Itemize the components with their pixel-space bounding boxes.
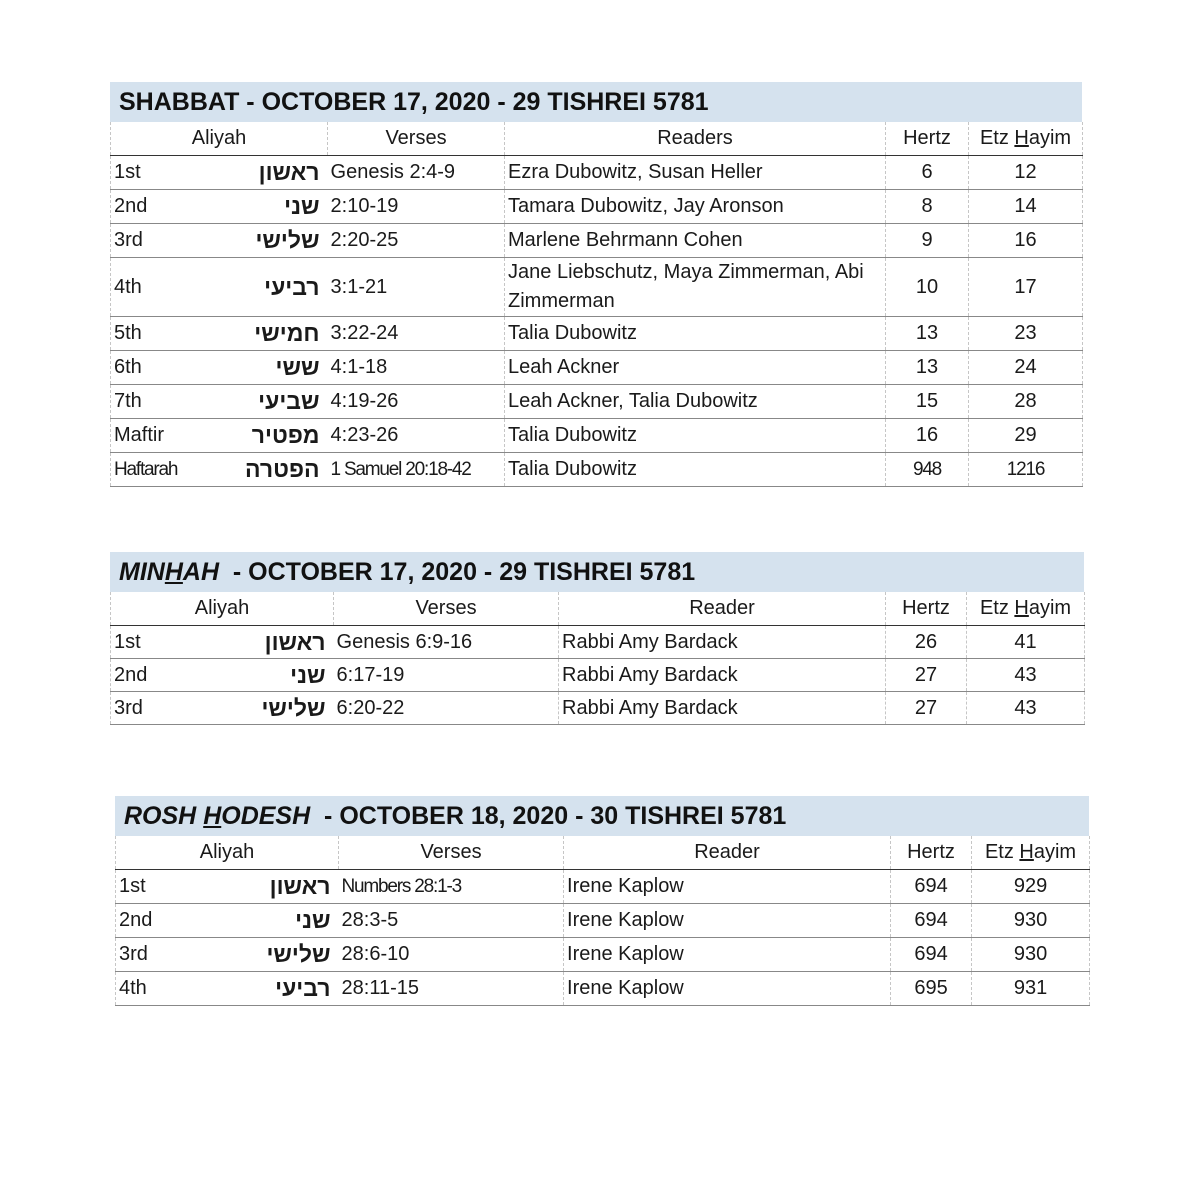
readers-header: Readers <box>505 122 886 156</box>
verses-header: Verses <box>328 122 505 156</box>
readers-cell: Rabbi Amy Bardack <box>559 626 886 659</box>
etz-hayim-cell: 12 <box>969 156 1083 190</box>
rosh-hodesh-title: ROSH HODESH - OCTOBER 18, 2020 - 30 TISHREI 5781 <box>115 796 1089 836</box>
table-row <box>111 626 1085 659</box>
etz-hayim-cell: 24 <box>969 351 1083 385</box>
verses-cell: 4:23-26 <box>328 419 505 453</box>
hertz-cell: 10 <box>886 258 969 317</box>
hertz-header: Hertz <box>886 592 967 626</box>
verses-cell: 28:11-15 <box>339 972 564 1006</box>
etz-hayim-cell: 930 <box>972 938 1090 972</box>
hebrew-aliyah-cell: שני <box>204 190 328 224</box>
hertz-cell: 27 <box>886 692 967 725</box>
hertz-cell: 27 <box>886 659 967 692</box>
hertz-cell: 694 <box>891 904 972 938</box>
hebrew-aliyah-cell: ראשון <box>219 870 339 904</box>
minhah-table <box>110 552 1084 725</box>
hebrew-aliyah-cell: רביעי <box>219 972 339 1006</box>
header-row <box>111 122 1083 156</box>
etz-hayim-cell: 931 <box>972 972 1090 1006</box>
etz-hayim-cell: 14 <box>969 190 1083 224</box>
table-row <box>111 351 1083 385</box>
readers-cell: Leah Ackner <box>505 351 886 385</box>
aliyah-cell: 1st <box>116 870 219 904</box>
aliyah-cell: 2nd <box>111 659 214 692</box>
hertz-cell: 9 <box>886 224 969 258</box>
etz-hayim-cell: 43 <box>967 692 1085 725</box>
verses-cell: 28:6-10 <box>339 938 564 972</box>
hertz-header: Hertz <box>891 836 972 870</box>
table-row <box>111 692 1085 725</box>
aliyah-cell: 5th <box>111 317 204 351</box>
verses-header: Verses <box>339 836 564 870</box>
table-row <box>111 385 1083 419</box>
readers-cell: Marlene Behrmann Cohen <box>505 224 886 258</box>
hebrew-aliyah-cell: שביעי <box>204 385 328 419</box>
aliyah-cell: 3rd <box>116 938 219 972</box>
hertz-cell: 13 <box>886 317 969 351</box>
etz-hayim-cell: 1216 <box>969 453 1083 487</box>
readers-cell: Irene Kaplow <box>564 870 891 904</box>
aliyah-cell: 1st <box>111 626 214 659</box>
shabbat-grid <box>110 122 1083 487</box>
aliyah-header: Aliyah <box>116 836 339 870</box>
hertz-cell: 15 <box>886 385 969 419</box>
verses-cell: Numbers 28:1-3 <box>339 870 564 904</box>
readers-cell: Talia Dubowitz <box>505 453 886 487</box>
readers-cell: Rabbi Amy Bardack <box>559 659 886 692</box>
table-row <box>111 258 1083 317</box>
aliyah-header: Aliyah <box>111 592 334 626</box>
etz-hayim-cell: 929 <box>972 870 1090 904</box>
hertz-cell: 6 <box>886 156 969 190</box>
hebrew-aliyah-cell: הפטרה <box>204 453 328 487</box>
header-row <box>116 836 1090 870</box>
minhah-title: MINHAH - OCTOBER 17, 2020 - 29 TISHREI 5781 <box>110 552 1084 592</box>
verses-cell: 1 Samuel 20:18-42 <box>328 453 505 487</box>
hertz-cell: 13 <box>886 351 969 385</box>
etz-hayim-cell: 16 <box>969 224 1083 258</box>
hebrew-aliyah-cell: שני <box>219 904 339 938</box>
verses-cell: 4:19-26 <box>328 385 505 419</box>
etz-hayim-cell: 41 <box>967 626 1085 659</box>
etz-hayim-cell: 29 <box>969 419 1083 453</box>
etz-hayim-header: Etz Hayim <box>967 592 1085 626</box>
hebrew-aliyah-cell: חמישי <box>204 317 328 351</box>
hertz-cell: 694 <box>891 870 972 904</box>
etz-hayim-cell: 23 <box>969 317 1083 351</box>
table-row <box>111 419 1083 453</box>
verses-cell: 2:10-19 <box>328 190 505 224</box>
hebrew-aliyah-cell: רביעי <box>204 258 328 317</box>
hebrew-aliyah-cell: מפטיר <box>204 419 328 453</box>
aliyah-cell: 4th <box>111 258 204 317</box>
reader-header: Reader <box>564 836 891 870</box>
aliyah-cell: 3rd <box>111 692 214 725</box>
table-row <box>111 317 1083 351</box>
aliyah-cell: 2nd <box>116 904 219 938</box>
hertz-cell: 26 <box>886 626 967 659</box>
rosh-hodesh-grid <box>115 836 1090 1006</box>
table-row <box>111 190 1083 224</box>
shabbat-table <box>110 82 1082 487</box>
verses-cell: 6:20-22 <box>334 692 559 725</box>
verses-cell: 6:17-19 <box>334 659 559 692</box>
readers-cell: Irene Kaplow <box>564 938 891 972</box>
table-row <box>111 224 1083 258</box>
etz-hayim-cell: 28 <box>969 385 1083 419</box>
verses-cell: 2:20-25 <box>328 224 505 258</box>
table-row <box>116 972 1090 1006</box>
hebrew-aliyah-cell: שלישי <box>219 938 339 972</box>
verses-cell: 4:1-18 <box>328 351 505 385</box>
aliyah-cell: Haftarah <box>111 453 204 487</box>
shabbat-title: SHABBAT - OCTOBER 17, 2020 - 29 TISHREI 5781 <box>110 82 1082 122</box>
table-row <box>116 904 1090 938</box>
reader-header: Reader <box>559 592 886 626</box>
etz-hayim-cell: 930 <box>972 904 1090 938</box>
etz-hayim-cell: 17 <box>969 258 1083 317</box>
readers-cell: Tamara Dubowitz, Jay Aronson <box>505 190 886 224</box>
etz-hayim-header: Etz Hayim <box>969 122 1083 156</box>
header-row <box>111 592 1085 626</box>
hertz-cell: 8 <box>886 190 969 224</box>
table-row <box>111 453 1083 487</box>
hebrew-aliyah-cell: ששי <box>204 351 328 385</box>
table-row <box>111 659 1085 692</box>
hertz-cell: 16 <box>886 419 969 453</box>
hertz-header: Hertz <box>886 122 969 156</box>
etz-hayim-cell: 43 <box>967 659 1085 692</box>
aliyah-cell: 6th <box>111 351 204 385</box>
aliyah-cell: 2nd <box>111 190 204 224</box>
hertz-cell: 695 <box>891 972 972 1006</box>
aliyah-header: Aliyah <box>111 122 328 156</box>
minhah-grid <box>110 592 1085 725</box>
readers-cell: Irene Kaplow <box>564 904 891 938</box>
verses-cell: Genesis 2:4-9 <box>328 156 505 190</box>
rosh-hodesh-table <box>115 796 1089 1006</box>
readers-cell: Talia Dubowitz <box>505 419 886 453</box>
hebrew-aliyah-cell: שני <box>214 659 334 692</box>
readers-cell: Irene Kaplow <box>564 972 891 1006</box>
readers-cell: Ezra Dubowitz, Susan Heller <box>505 156 886 190</box>
verses-cell: 28:3-5 <box>339 904 564 938</box>
table-row <box>116 870 1090 904</box>
aliyah-cell: 3rd <box>111 224 204 258</box>
verses-cell: 3:22-24 <box>328 317 505 351</box>
readers-cell: Leah Ackner, Talia Dubowitz <box>505 385 886 419</box>
verses-cell: 3:1-21 <box>328 258 505 317</box>
hebrew-aliyah-cell: ראשון <box>204 156 328 190</box>
etz-hayim-header: Etz Hayim <box>972 836 1090 870</box>
hertz-cell: 694 <box>891 938 972 972</box>
aliyah-cell: 7th <box>111 385 204 419</box>
hebrew-aliyah-cell: שלישי <box>214 692 334 725</box>
aliyah-cell: 4th <box>116 972 219 1006</box>
aliyah-cell: Maftir <box>111 419 204 453</box>
hebrew-aliyah-cell: ראשון <box>214 626 334 659</box>
readers-cell: Rabbi Amy Bardack <box>559 692 886 725</box>
readers-cell: Talia Dubowitz <box>505 317 886 351</box>
aliyah-cell: 1st <box>111 156 204 190</box>
hertz-cell: 948 <box>886 453 969 487</box>
readers-cell: Jane Liebschutz, Maya Zimmerman, Abi Zimmerman <box>505 258 886 317</box>
table-row <box>116 938 1090 972</box>
hebrew-aliyah-cell: שלישי <box>204 224 328 258</box>
verses-cell: Genesis 6:9-16 <box>334 626 559 659</box>
verses-header: Verses <box>334 592 559 626</box>
table-row <box>111 156 1083 190</box>
